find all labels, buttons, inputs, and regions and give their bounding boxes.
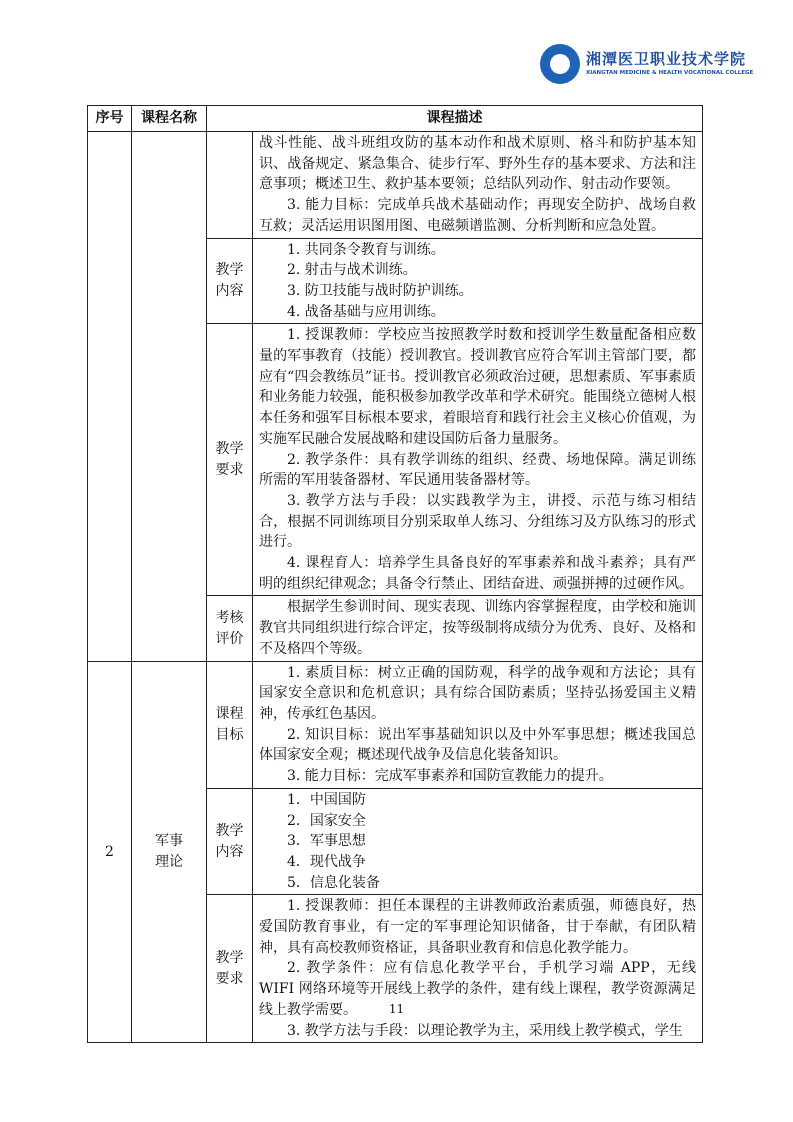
requirements-text: 1. 授课教师：学校应当按照教学时数和授训学生数量配备相应数量的军事教育（技能）授训教官。授训教官应符合军训主管部门要，都应有“四会教练员”证书。授训教官必须政治过硬，思想素质、军事素质和业务能力较强，能积极参加教学改革和学术研究。能围绕立德树人根本任务和强军目标根本要求，着眼培育和践行社会主义核心价值观，为实施军民融合发展战略和建设国防后备力量服务。 2. 教学条件：具有教学训练的组织、经费、场地保障。满足训练所需的军用装备器材、军民通用装备器材等。 3. 教学方法与手段：以实践教学为主，讲授、示范与练习相结合，根据不同训练项目分别采取单人练习、分组练习及方队练习的形式进行。 4. 课程育人：培养学生具备良好的军事素养和战斗素养；具有严明的组织纪律观念；具备令行禁止、团结奋进、顽强拼搏的过硬作风。 — [253, 324, 703, 596]
content-list: 1．中国国防 2．国家安全 3．军事思想 4．现代战争 5．信息化装备 — [253, 788, 703, 895]
label-evaluation: 考核 评价 — [207, 596, 253, 661]
label-goals: 课程 目标 — [207, 661, 253, 788]
header-name: 课程名称 — [132, 106, 207, 132]
label-requirements: 教学 要求 — [207, 324, 253, 596]
table-row — [88, 132, 703, 239]
label-requirements: 教学 要求 — [207, 895, 253, 1043]
course-table — [87, 105, 703, 1043]
goals-text: 1. 素质目标：树立正确的国防观，科学的战争观和方法论；具有国家安全意识和危机意识；具有综合国防素质；坚持弘扬爱国主义精神，传承红色基因。 2. 知识目标：说出军事基础知识以及中外军事思想；概述我国总体国家安全观；概述现代战争及信息化装备知识。 3. 能力目标：完成军事素养和国防宣教能力的提升。 — [253, 661, 703, 788]
course-number: 2 — [88, 661, 132, 1043]
label-content: 教学 内容 — [207, 238, 253, 324]
header-no: 序号 — [88, 106, 132, 132]
table-row — [88, 661, 703, 788]
page-number: 11 — [388, 1002, 405, 1016]
evaluation-text: 根据学生参训时间、现实表现、训练内容掌握程度，由学校和施训教官共同组织进行综合评定，按等级制将成绩分为优秀、良好、及格和不及格四个等级。 — [253, 596, 703, 661]
table-header-row — [88, 106, 703, 132]
course-name: 军事 理论 — [132, 661, 207, 1043]
header-desc: 课程描述 — [207, 106, 703, 132]
college-emblem-icon — [540, 44, 580, 84]
cell-name-empty — [132, 132, 207, 662]
college-logo — [540, 44, 754, 86]
logo-name-en: XIANGTAN MEDICINE & HEALTH VOCATIONAL COLLEGE — [586, 70, 754, 76]
requirements-text: 1. 授课教师：担任本课程的主讲教师政治素质强，师德良好，热爱国防教育事业，有一定的军事理论知识储备，甘于奉献，有团队精神，具有高校教师资格证，具备职业教育和信息化教学能力。 2. 教学条件：应有信息化教学平台，手机学习端 APP，无线 WIFI 网络环境等开展线上教学的条件，建有线上课程，教学资源满足线上教学需要。 3. 教学方法与手段：以理论教学为主，采用线上教学模式，学生 — [253, 895, 703, 1043]
content-list: 1. 共同条令教育与训练。 2. 射击与战术训练。 3. 防卫技能与战时防护训练。 4. 战备基础与应用训练。 — [253, 238, 703, 324]
logo-name-cn: 湘潭医卫职业技术学院 — [586, 50, 747, 68]
cell-no-empty — [88, 132, 132, 662]
cell-label-empty — [207, 132, 253, 239]
goal-continuation: 战斗性能、战斗班组攻防的基本动作和战术原则、格斗和防护基本知识、战备规定、紧急集合、徒步行军、野外生存的基本要求、方法和注意事项；概述卫生、救护基本要领；总结队列动作、射击动作要领。 3. 能力目标：完成单兵战术基础动作；再现安全防护、战场自救互救；灵活运用识图用图、电磁频谱监测、分析判断和应急处置。 — [253, 132, 703, 239]
label-content: 教学 内容 — [207, 788, 253, 895]
